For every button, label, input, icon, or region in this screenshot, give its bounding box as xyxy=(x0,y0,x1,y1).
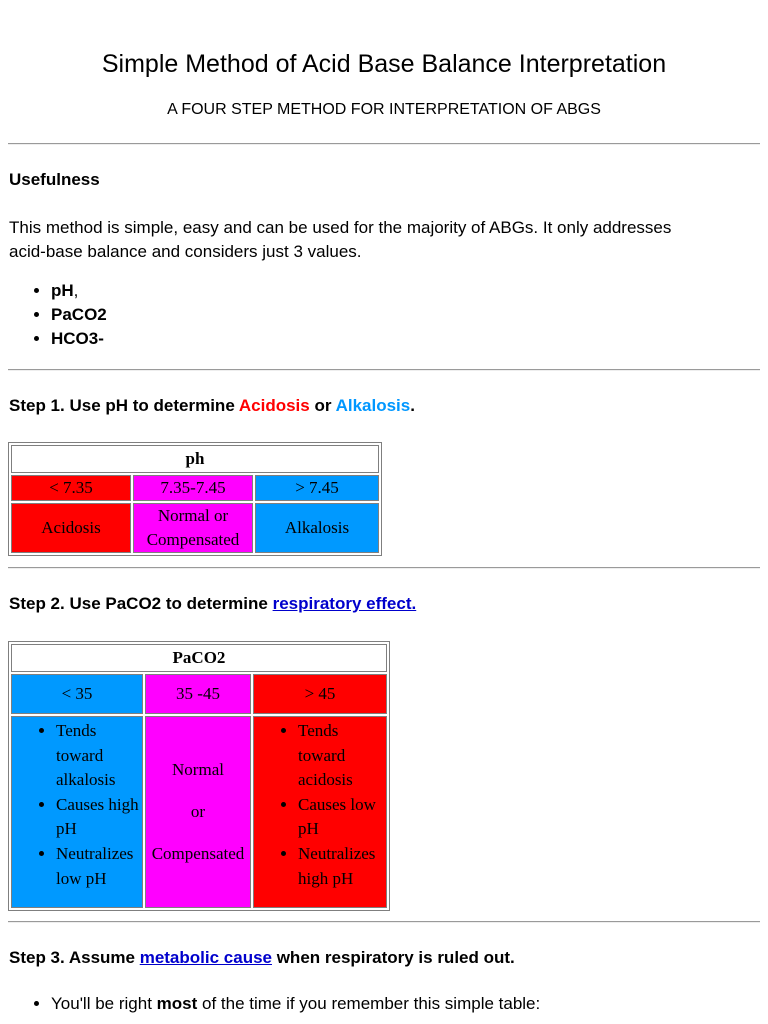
paco2-normal-effects: Normal or Compensated xyxy=(145,716,251,908)
paco2-range-high: > 45 xyxy=(253,674,387,714)
acidosis-term: Acidosis xyxy=(238,396,310,415)
alkalosis-term: Alkalosis xyxy=(335,396,411,415)
step3-heading: Step 3. Assume metabolic cause when respiratory is ruled out. xyxy=(9,948,515,967)
respiratory-effect-link[interactable]: respiratory effect. xyxy=(272,594,417,613)
list-item: • pH, xyxy=(51,279,651,303)
paco2-range-normal: 35 -45 xyxy=(145,674,251,714)
ph-range-low: < 7.35 xyxy=(11,475,131,501)
ph-label-normal: Normal or Compensated xyxy=(133,503,253,553)
page-subtitle: A FOUR STEP METHOD FOR INTERPRETATION OF ABGS xyxy=(167,101,601,118)
ph-table xyxy=(8,442,382,556)
paco2-low-effects xyxy=(11,716,143,908)
step2-heading: Step 2. Use PaCO2 to determine respiratory effect. xyxy=(9,594,417,613)
step3-list xyxy=(9,992,768,1016)
usefulness-heading: Usefulness xyxy=(9,170,100,189)
paco2-table-header: PaCO2 xyxy=(11,644,387,672)
list-item: • HCO3- xyxy=(51,327,651,351)
paco2-range-low: < 35 xyxy=(11,674,143,714)
ph-range-normal: 7.35-7.45 xyxy=(133,475,253,501)
list-item: • PaCO2 xyxy=(51,303,651,327)
ph-range-high: > 7.45 xyxy=(255,475,379,501)
list-item: • Neutralizes high pH xyxy=(298,842,386,891)
paco2-table xyxy=(8,641,390,911)
divider xyxy=(8,921,760,923)
list-item: • Causes low pH xyxy=(298,793,386,842)
usefulness-text-line-2: acid-base balance and considers just 3 values. xyxy=(9,242,362,261)
divider xyxy=(8,567,760,569)
paco2-high-effects xyxy=(253,716,387,908)
divider xyxy=(8,143,760,145)
step1-heading: Step 1. Use pH to determine Acidosis or Alkalosis. xyxy=(9,396,415,415)
page-title: Simple Method of Acid Base Balance Interpretation xyxy=(101,50,667,78)
metabolic-cause-link[interactable]: metabolic cause xyxy=(139,948,272,967)
list-item: • Causes high pH xyxy=(56,793,142,842)
values-list xyxy=(9,279,651,351)
list-item: • You'll be right most of the time if you remember this simple table: xyxy=(51,992,768,1016)
ph-table-header: ph xyxy=(11,445,379,473)
list-item: • Tends toward acidosis xyxy=(298,719,386,793)
list-item: • Neutralizes low pH xyxy=(56,842,142,891)
ph-label-alkalosis: Alkalosis xyxy=(255,503,379,553)
divider xyxy=(8,369,760,371)
list-item: • Tends toward alkalosis xyxy=(56,719,142,793)
usefulness-text-line-1: This method is simple, easy and can be used for the majority of ABGs. It only addresses xyxy=(9,218,672,237)
ph-label-acidosis: Acidosis xyxy=(11,503,131,553)
